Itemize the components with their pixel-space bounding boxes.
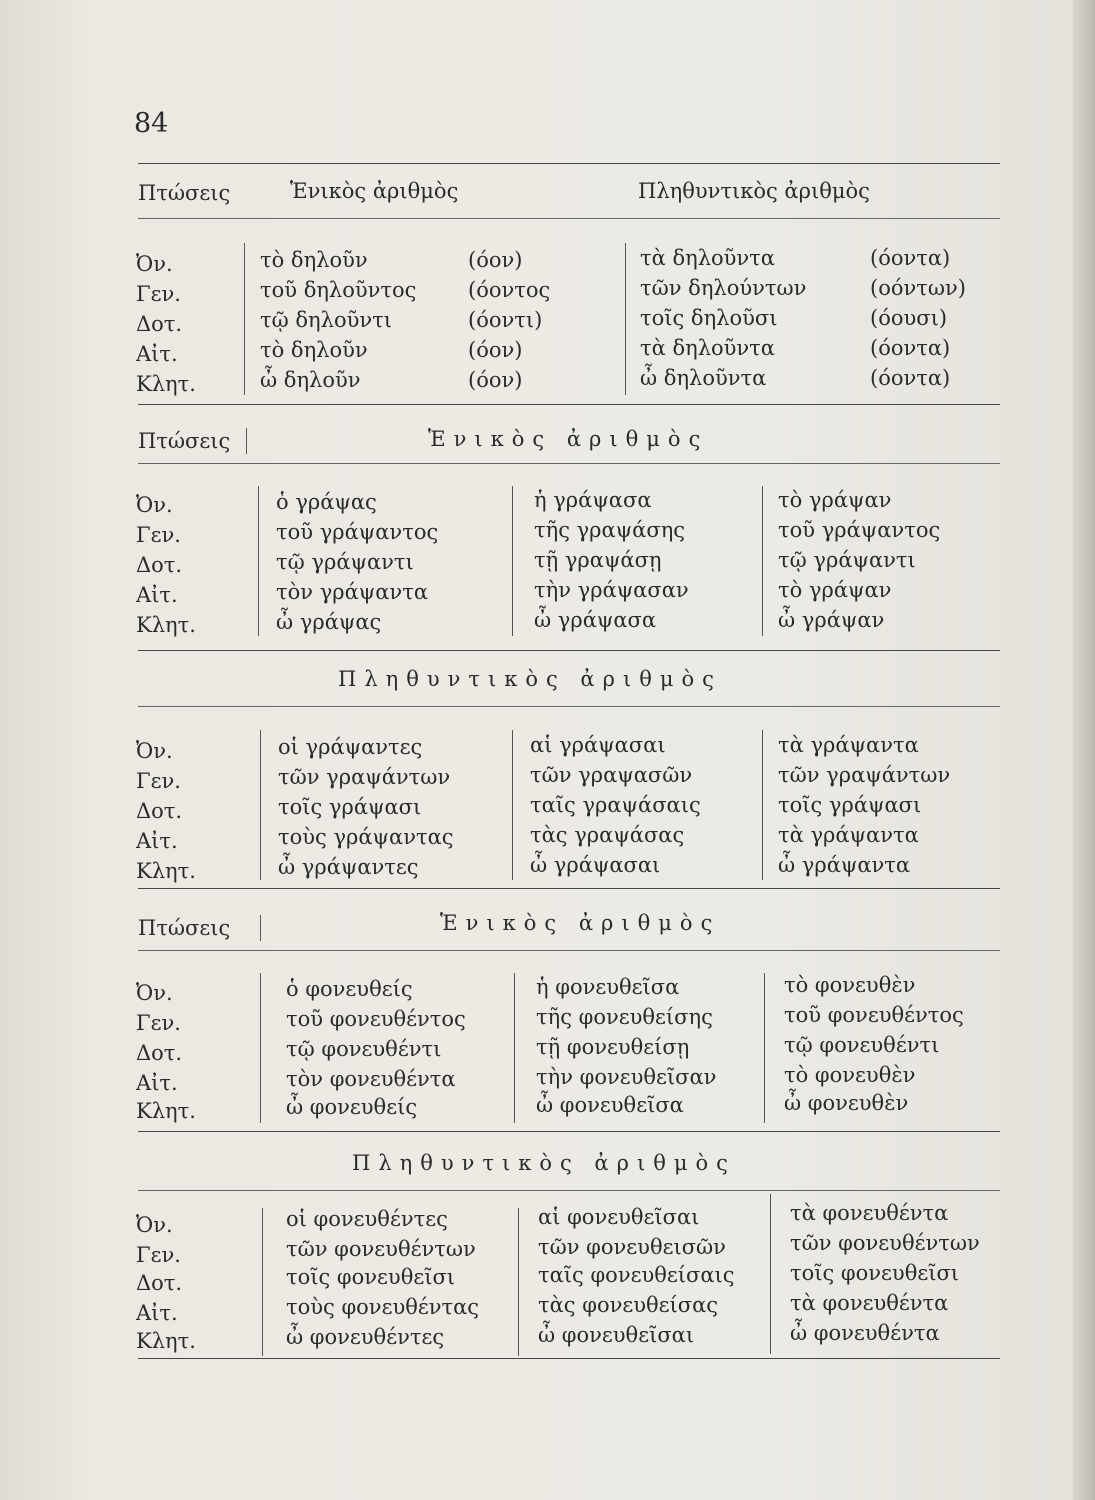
case-label: Ὀν. [136, 493, 173, 517]
form-feminine: τὰς γραψάσας [530, 823, 685, 847]
case-label: Γεν. [136, 769, 181, 793]
case-label: Αἰτ. [136, 342, 178, 366]
form-masculine: τῷ γράψαντι [276, 550, 414, 574]
section-title-plural: Πληθυντικὸς ἀριθμὸς [352, 1151, 736, 1175]
column-divider [258, 486, 259, 636]
section-title-singular: Ἑνικὸς ἀριθμὸς [440, 911, 721, 935]
form-feminine: τῇ γραψάσῃ [534, 548, 662, 572]
form-masculine: τοὺς φονευθέντας [286, 1295, 480, 1319]
section-title-plural: Πληθυντικὸς ἀριθμὸς [338, 667, 722, 691]
case-label: Ὀν. [136, 739, 173, 763]
form-feminine: ταῖς γραψάσαις [530, 793, 701, 817]
form-feminine: αἱ γράψασαι [530, 733, 666, 757]
form-feminine: ὦ γράψασαι [530, 853, 661, 877]
form-masculine: τοὺς γράψαντας [278, 825, 454, 849]
form-plural: τοῖς δηλοῦσι [640, 306, 778, 330]
column-divider [260, 915, 261, 941]
form-feminine: τῶν γραψασῶν [530, 763, 693, 787]
form-neuter: ὦ γράψαντα [778, 853, 911, 877]
form-neuter: τὸ φονευθὲν [784, 973, 916, 997]
case-label: Ὀν. [136, 252, 173, 276]
header-cases: Πτώσεις [138, 916, 231, 940]
form-singular: ὦ δηλοῦν [260, 368, 361, 392]
form-neuter: τοῖς φονευθεῖσι [790, 1261, 960, 1285]
case-label: Γεν. [136, 523, 181, 547]
contraction-plural: (όοντα) [870, 366, 951, 390]
form-feminine: τῆς φονευθείσης [536, 1005, 713, 1029]
case-label: Αἰτ. [136, 1301, 178, 1325]
form-masculine: τὸν φονευθέντα [286, 1067, 456, 1091]
form-neuter: τὸ φονευθὲν [784, 1063, 916, 1087]
column-divider [514, 973, 515, 1123]
contraction-singular: (όον) [468, 338, 523, 362]
form-neuter: τῷ φονευθέντι [784, 1033, 940, 1057]
form-masculine: οἱ γράψαντες [278, 735, 423, 759]
column-divider [512, 486, 513, 636]
form-neuter: ὦ φονευθέντα [790, 1321, 940, 1345]
rule-end-table-2 [138, 888, 1000, 889]
form-masculine: τοῦ γράψαντος [276, 520, 439, 544]
case-label: Κλητ. [136, 1329, 196, 1353]
form-feminine: ἡ φονευθεῖσα [536, 975, 680, 999]
form-feminine: τὴν γράψασαν [534, 578, 689, 602]
form-singular: τὸ δηλοῦν [260, 248, 368, 272]
form-plural: τῶν δηλούντων [640, 276, 807, 300]
header-singular: Ἑνικὸς ἀριθμὸς [290, 179, 459, 203]
form-plural: τὰ δηλοῦντα [640, 336, 775, 360]
form-singular: τοῦ δηλοῦντος [260, 278, 417, 302]
section-title-singular: Ἑνικὸς ἀριθμὸς [428, 427, 709, 451]
form-feminine: ὦ γράψασα [534, 608, 657, 632]
rule-under-header [138, 706, 1000, 707]
form-masculine: ὁ φονευθείς [286, 977, 413, 1001]
form-feminine: τὰς φονευθείσας [538, 1293, 719, 1317]
form-masculine: ὦ φονευθέντες [286, 1325, 445, 1349]
form-masculine: τὸν γράψαντα [276, 580, 428, 604]
form-masculine: τῷ φονευθέντι [286, 1037, 442, 1061]
contraction-plural: (οόντων) [870, 276, 966, 300]
form-feminine: ταῖς φονευθείσαις [538, 1263, 735, 1287]
column-divider [625, 243, 626, 395]
form-masculine: τοῖς γράψασι [278, 795, 422, 819]
header-plural: Πληθυντικὸς ἀριθμὸς [638, 179, 870, 203]
column-divider [512, 730, 513, 880]
contraction-singular: (όον) [468, 368, 523, 392]
case-label: Δοτ. [136, 1271, 183, 1295]
case-label: Δοτ. [136, 312, 183, 336]
form-neuter: τῶν γραψάντων [778, 763, 951, 787]
column-divider [762, 486, 763, 636]
form-neuter: τὰ γράψαντα [778, 823, 919, 847]
column-divider [244, 243, 245, 395]
rule-bottom [138, 1358, 1000, 1359]
case-label: Κλητ. [136, 372, 196, 396]
case-label: Αἰτ. [136, 583, 178, 607]
form-neuter: τοῦ γράψαντος [778, 518, 941, 542]
contraction-singular: (όοντος [468, 278, 551, 302]
form-neuter: τῷ γράψαντι [778, 548, 916, 572]
header-cases: Πτώσεις [138, 181, 231, 205]
column-divider [770, 1194, 771, 1354]
rule-end-table-1 [138, 404, 1000, 405]
column-divider [260, 973, 261, 1123]
case-label: Αἰτ. [136, 1071, 178, 1095]
form-neuter: τὸ γράψαν [778, 578, 892, 602]
rule-under-header [138, 218, 1000, 219]
form-feminine: αἱ φονευθεῖσαι [538, 1205, 700, 1229]
form-singular: τὸ δηλοῦν [260, 338, 368, 362]
form-masculine: τοῦ φονευθέντος [286, 1007, 466, 1031]
case-label: Γεν. [136, 282, 181, 306]
form-neuter: τὰ φονευθέντα [790, 1201, 949, 1225]
case-label: Κλητ. [136, 613, 196, 637]
case-label: Δοτ. [136, 553, 183, 577]
case-label: Δοτ. [136, 799, 183, 823]
form-neuter: τῶν φονευθέντων [790, 1231, 980, 1255]
form-masculine: τοῖς φονευθεῖσι [286, 1265, 456, 1289]
page-number: 84 [134, 108, 169, 139]
form-feminine: ἡ γράψασα [534, 488, 652, 512]
contraction-plural: (όουσι) [870, 306, 948, 330]
form-plural: ὦ δηλοῦντα [640, 366, 767, 390]
case-label: Ὀν. [136, 981, 173, 1005]
case-label: Ὀν. [136, 1213, 173, 1237]
form-masculine: ὦ γράψαντες [278, 855, 419, 879]
form-feminine: τῆς γραψάσης [534, 518, 686, 542]
form-masculine: ὦ γράψας [276, 610, 382, 634]
rule-under-header [138, 1190, 1000, 1191]
contraction-plural: (όοντα) [870, 246, 951, 270]
case-label: Γεν. [136, 1243, 181, 1267]
form-masculine: τῶν γραψάντων [278, 765, 451, 789]
form-feminine: τῇ φονευθείσῃ [536, 1035, 690, 1059]
form-feminine: ὦ φονευθεῖσα [536, 1093, 684, 1117]
page-binding-edge [1073, 0, 1095, 1500]
form-plural: τὰ δηλοῦντα [640, 246, 775, 270]
case-label: Γεν. [136, 1011, 181, 1035]
column-divider [262, 1208, 263, 1356]
header-cases: Πτώσεις [138, 429, 231, 453]
form-singular: τῷ δηλοῦντι [260, 308, 392, 332]
form-masculine: ὁ γράψας [276, 490, 377, 514]
case-label: Κλητ. [136, 1099, 196, 1123]
form-masculine: οἱ φονευθέντες [286, 1207, 448, 1231]
rule-end-section [138, 1131, 1000, 1132]
form-neuter: τοῖς γράψασι [778, 793, 922, 817]
column-divider [764, 973, 765, 1123]
case-label: Αἰτ. [136, 829, 178, 853]
form-neuter: τοῦ φονευθέντος [784, 1003, 964, 1027]
form-masculine: τῶν φονευθέντων [286, 1237, 476, 1261]
rule-under-header [138, 950, 1000, 951]
form-masculine: ὦ φονευθείς [286, 1095, 418, 1119]
rule-under-header [138, 463, 1000, 464]
contraction-singular: (όοντι) [468, 308, 543, 332]
rule-end-section [138, 650, 1000, 651]
form-neuter: ὦ γράψαν [778, 608, 885, 632]
column-divider [246, 428, 247, 454]
contraction-plural: (όοντα) [870, 336, 951, 360]
case-label: Κλητ. [136, 859, 196, 883]
form-feminine: ὦ φονευθεῖσαι [538, 1323, 695, 1347]
form-neuter: τὰ γράψαντα [778, 733, 919, 757]
form-neuter: τὰ φονευθέντα [790, 1291, 949, 1315]
form-neuter: τὸ γράψαν [778, 488, 892, 512]
case-label: Δοτ. [136, 1041, 183, 1065]
rule-top [138, 163, 1000, 164]
form-feminine: τῶν φονευθεισῶν [538, 1235, 726, 1259]
form-feminine: τὴν φονευθεῖσαν [536, 1065, 717, 1089]
contraction-singular: (όον) [468, 248, 523, 272]
column-divider [260, 730, 261, 880]
column-divider [518, 1208, 519, 1356]
form-neuter: ὦ φονευθὲν [784, 1091, 909, 1115]
column-divider [762, 730, 763, 880]
